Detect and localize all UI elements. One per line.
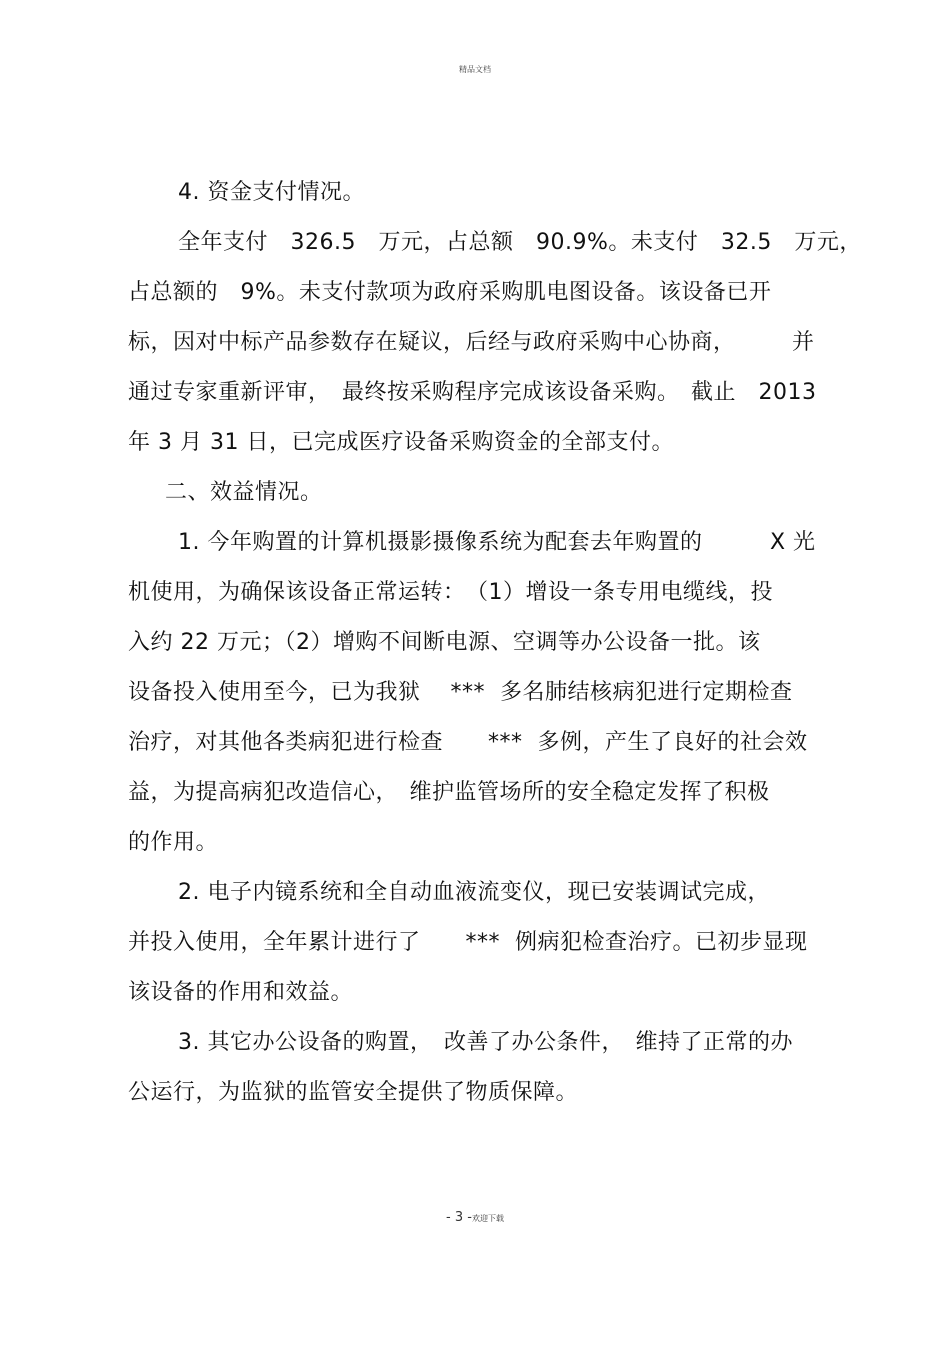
page-number: - 3 - <box>446 1210 472 1225</box>
text-line: 4. 资金支付情况。 <box>178 180 365 205</box>
text-line: 公运行，为监狱的监管安全提供了物质保障。 <box>128 1080 579 1105</box>
text-line: 机使用，为确保该设备正常运转： （1）增设一条专用电缆线，投 <box>128 580 773 605</box>
text-line: 益，为提高病犯改造信心， 维护监管场所的安全稳定发挥了积极 <box>128 780 770 805</box>
text-line: 该设备的作用和效益。 <box>128 980 354 1005</box>
text-line: 入约 22 万元；（2）增购不间断电源、空调等办公设备一批。该 <box>128 630 761 655</box>
text-line: 通过专家重新评审， 最终按采购程序完成该设备采购。 截止 2013 <box>128 380 817 405</box>
page-header: 精品文档 <box>459 65 491 74</box>
section-heading: 二、效益情况。 <box>165 480 323 505</box>
text-line: 年 3 月 31 日，已完成医疗设备采购资金的全部支付。 <box>128 430 674 455</box>
text-line: 治疗，对其他各类病犯进行检查 *** 多例，产生了良好的社会效 <box>128 730 808 755</box>
text-line: 设备投入使用至今，已为我狱 *** 多名肺结核病犯进行定期检查 <box>128 680 793 705</box>
text-line: 全年支付 326.5 万元，占总额 90.9%。未支付 32.5 万元， <box>178 230 862 255</box>
text-line: 3. 其它办公设备的购置， 改善了办公条件， 维持了正常的办 <box>178 1030 793 1055</box>
page-footer <box>0 1210 950 1225</box>
text-line: 占总额的 9%。未支付款项为政府采购肌电图设备。该设备已开 <box>128 280 772 305</box>
text-line: 的作用。 <box>128 830 219 855</box>
text-line: 1. 今年购置的计算机摄影摄像系统为配套去年购置的 X 光 <box>178 530 816 555</box>
text-line: 标，因对中标产品参数存在疑议，后经与政府采购中心协商， 并 <box>128 330 815 355</box>
footer-note: 欢迎下载 <box>471 1214 504 1223</box>
text-line: 并投入使用，全年累计进行了 *** 例病犯检查治疗。已初步显现 <box>128 930 808 955</box>
text-line: 2. 电子内镜系统和全自动血液流变仪，现已安装调试完成， <box>178 880 770 905</box>
